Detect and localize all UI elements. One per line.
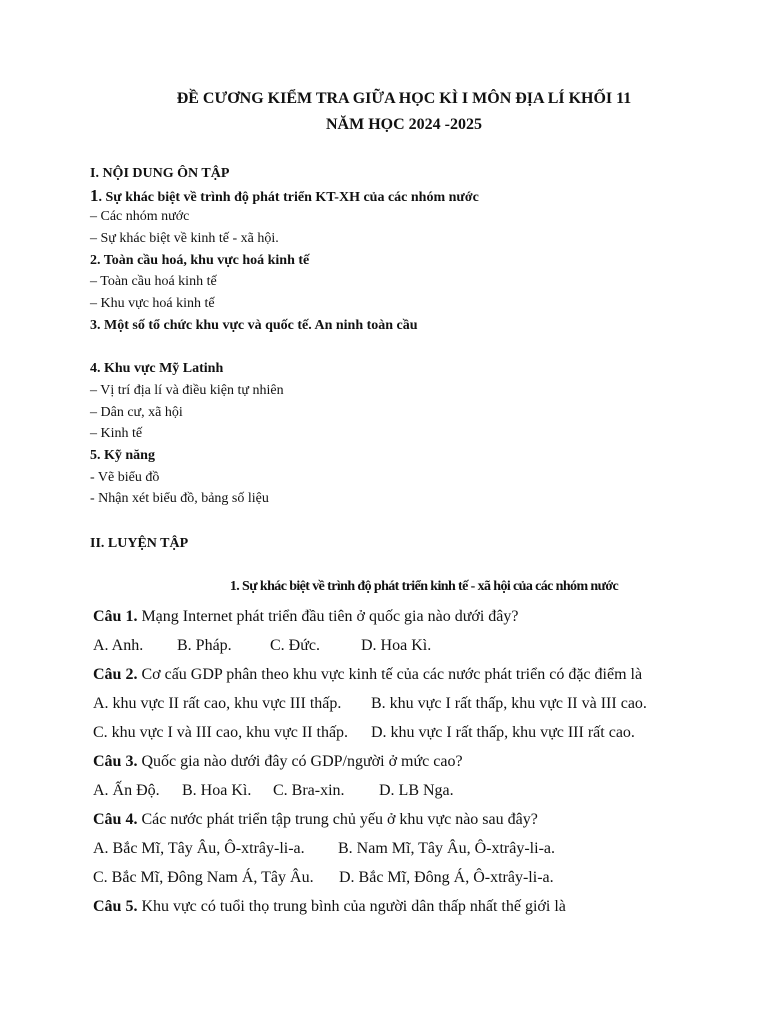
topic-4-item-2: – Dân cư, xã hội	[90, 404, 183, 420]
question-text: Quốc gia nào dưới đây có GDP/người ở mức cao?	[137, 753, 463, 770]
question-text: Cơ cấu GDP phân theo khu vực kinh tế của các nước phát triển có đặc điểm là	[137, 666, 643, 683]
question-4	[93, 805, 753, 834]
question-2-options-row-2	[93, 718, 753, 747]
topic-4-item-3: – Kinh tế	[90, 426, 143, 442]
question-label: Câu 5.	[93, 898, 138, 915]
question-2-options-row-1	[93, 689, 753, 718]
option-d: D. Hoa Kì.	[361, 637, 432, 654]
topic-1-heading	[90, 185, 730, 207]
section-heading-review: I. NỘI DUNG ÔN TẬP	[90, 166, 230, 181]
question-5	[93, 892, 753, 921]
topic-5-heading: 5. Kỹ năng	[90, 447, 155, 463]
question-4-options-row-2	[93, 863, 753, 892]
blank-line	[90, 337, 730, 359]
option-b: B. Nam Mĩ, Tây Âu, Ô-xtrây-li-a.	[338, 840, 555, 857]
section-heading-practice: II. LUYỆN TẬP	[90, 536, 189, 551]
topic-4-heading: 4. Khu vực Mỹ Latinh	[90, 361, 224, 377]
option-c: C. khu vực I và III cao, khu vực II thấp.	[93, 724, 349, 741]
question-1	[93, 602, 753, 631]
question-2	[93, 660, 753, 689]
question-label: Câu 4.	[93, 811, 138, 828]
topic-2-item-1: – Toàn cầu hoá kinh tế	[90, 274, 217, 290]
topic-1-item-1: – Các nhóm nước	[90, 209, 190, 225]
topic-3-heading: 3. Một số tổ chức khu vực và quốc tế. An ninh toàn cầu	[90, 317, 418, 333]
topic-1-number: 1	[90, 185, 99, 205]
option-d: D. LB Nga.	[379, 782, 454, 799]
question-4-options-row-1	[93, 834, 753, 863]
topic-5-item-2: - Nhận xét biểu đồ, bảng số liệu	[90, 491, 269, 507]
question-1-options	[93, 631, 753, 660]
topic-2-item-2: – Khu vực hoá kinh tế	[90, 296, 215, 312]
topic-5-item-1: - Vẽ biểu đồ	[90, 469, 160, 485]
question-label: Câu 3.	[93, 753, 138, 770]
option-c: C. Đức.	[270, 637, 320, 654]
option-b: B. khu vực I rất thấp, khu vực II và III cao.	[371, 695, 647, 712]
question-3	[93, 747, 753, 776]
option-a: A. Anh.	[93, 637, 144, 654]
question-3-options	[93, 776, 753, 805]
option-a: A. Ấn Độ.	[93, 782, 160, 799]
topic-4-item-1: – Vị trí địa lí và điều kiện tự nhiên	[90, 382, 284, 398]
topic-1-title: . Sự khác biệt về trình độ phát triển KT-XH của các nhóm nước	[98, 189, 479, 205]
option-c: C. Bắc Mĩ, Đông Nam Á, Tây Âu.	[93, 869, 314, 886]
option-b: B. Pháp.	[177, 637, 232, 654]
option-a: A. khu vực II rất cao, khu vực III thấp.	[93, 695, 342, 712]
topic-1-item-2: – Sự khác biệt về kinh tế - xã hội.	[90, 231, 279, 247]
option-a: A. Bắc Mĩ, Tây Âu, Ô-xtrây-li-a.	[93, 840, 305, 857]
option-d: D. khu vực I rất thấp, khu vực III rất cao.	[371, 724, 635, 741]
question-text: Mạng Internet phát triển đầu tiên ở quốc gia nào dưới đây?	[137, 608, 519, 625]
option-d: D. Bắc Mĩ, Đông Á, Ô-xtrây-li-a.	[339, 869, 554, 886]
topic-2-heading: 2. Toàn cầu hoá, khu vực hoá kinh tế	[90, 252, 310, 268]
option-b: B. Hoa Kì.	[182, 782, 252, 799]
question-text: Khu vực có tuổi thọ trung bình của người dân thấp nhất thế giới là	[137, 898, 566, 915]
question-label: Câu 2.	[93, 666, 138, 683]
question-list	[93, 602, 753, 921]
question-label: Câu 1.	[93, 608, 138, 625]
document-title: ĐỀ CƯƠNG KIỂM TRA GIỮA HỌC KÌ I MÔN ĐỊA LÍ KHỐI 11	[176, 90, 632, 107]
document-school-year: NĂM HỌC 2024 -2025	[326, 116, 482, 133]
review-outline	[90, 163, 730, 510]
question-text: Các nước phát triển tập trung chủ yếu ở khu vực nào sau đây?	[137, 811, 538, 828]
practice-subheading: 1. Sự khác biệt về trình độ phát triển kinh tế - xã hội của các nhóm nước	[229, 579, 619, 594]
option-c: C. Bra-xin.	[273, 782, 345, 799]
